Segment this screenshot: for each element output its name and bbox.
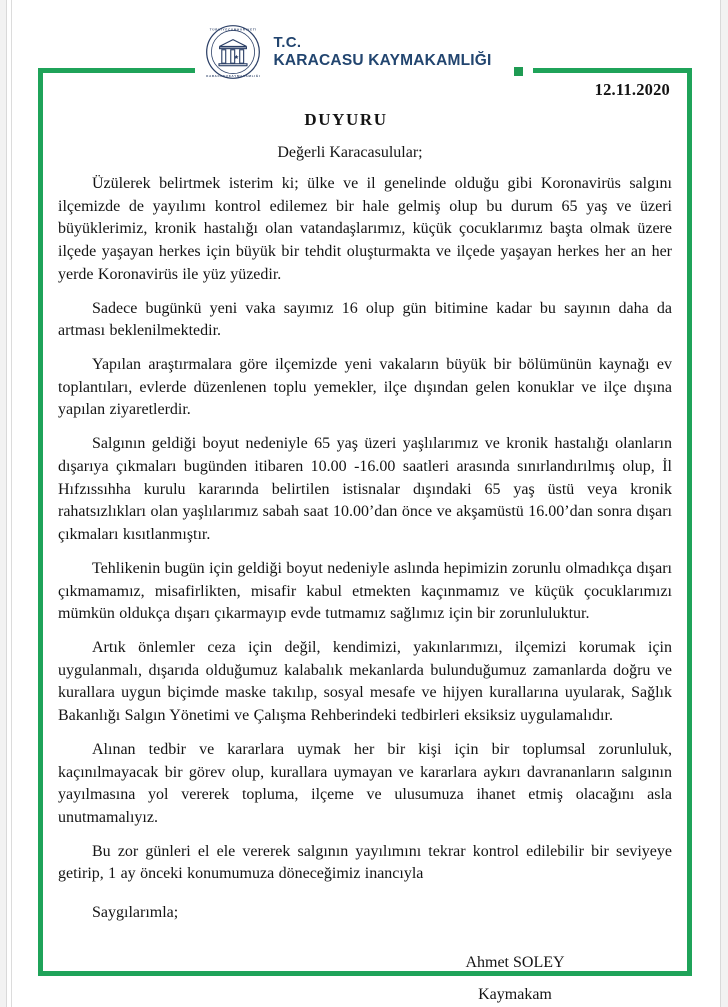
signature-block [58,947,672,1007]
salutation: Değerli Karacasulular; [277,144,423,161]
paragraph: Sadece bugünkü yeni vaka sayımız 16 olup gün bitimine kadar bu sayının daha da artması beklenilmektedir. [58,299,672,340]
paragraph: Artık önlemler ceza için değil, kendimizi, yakınlarımızı, ilçemizi korumak için uygulanmalı, dışarıda olduğumuz kalabalık mekanlarda bulunduğumuz zamanlarda doğru ve kurallara uygun biçimde maske takılıp, sosyal mesafe ve hijyen kurallarına uyularak, Sağlık Bakanlığı Salgın Yönetimi ve Çalışma Rehberindeki tedbirleri eksiksiz uygulamalıdır. [58,638,672,725]
paragraph: Alınan tedbir ve kararlara uymak her bir kişi için bir toplumsal zorunluluk, kaçınılmayacak bir görev olup, kurallara uymayan ve kararlara aykırı davrananların salgının yayılmasına yol vererek topluma, ilçeme ve ulusumuza ihanet etmiş olacağını asla unutmamalıyız. [58,740,672,826]
page-right-gutter [720,0,728,1007]
svg-text:K A R A C A S U K A Y M A K: K A R A C A S U K A Y M A K A M L I Ğ I [206,74,261,79]
paragraph: Bu zor günleri el ele vererek salgının yayılımını tekrar kontrol edilebilir bir seviyeye getirip, 1 ay önceki konumumuza döneceğimiz inancıyla [58,842,672,883]
org-line-tc: T.C. [273,34,302,52]
closing-line: Saygılarımla; [92,904,179,922]
paragraph: Tehlikenin bugün için geldiği boyut nedeniyle aslında hepimizin zorunlu olmadıkça dışarı çıkmamamız, misafirlikten, misafir kabul etmekten kaçınmamız ve küçük çocuklarımızı mümkün oldukça dışarı çıkarmayıp evde tutmamız sağlımız için bir zorunluluktur. [58,559,672,623]
page-left-rule [11,0,12,1007]
document-title: DUYURU [304,110,388,129]
document-date: 12.11.2020 [594,80,670,99]
paragraph: Yapılan araştırmalara göre ilçemizde yeni vakaların büyük bir bölümünün kaynağı ev toplantıları, evlerde düzenlenen toplu yemekler, ilçe dışından gelen konuklar ve ilçe dışına yapılan ziyaretlerdir. [58,356,672,419]
signer-title: Kaymakam [478,985,552,1003]
org-line-office: KARACASU KAYMAKAMLIĞI [273,51,492,69]
paragraph: Salgının geldiği boyut nedeniyle 65 yaş üzeri yaşlılarımız ve kronik hastalığı olanların dışarıya çıkmaları bugünden itibaren 10.00 -16.00 saatleri arasında sınırlandırılmış olup, İl Hıfzıssıhha kurulu kararında belirtilen istisnalar dışındaki 65 yaş üstü veya kronik rahatsızlıkları olan yaşlılarımız sabah saat 10.00’dan önce ve akşamüstü 16.00’dan sonra dışarı çıkmaları kısıtlanmıştır. [58,435,672,544]
signer-name: Ahmet SOLEY [465,953,565,971]
svg-text:T Ü R K İ Y E C U M H U R İ: T Ü R K İ Y E C U M H U R İ Y E T İ [210,27,257,32]
organization-name [273,34,491,70]
paragraph: Üzülerek belirtmek isterim ki; ülke ve il genelinde olduğu gibi Koronavirüs salgını ilçemizde de yayılımı kontrol edilemez bir hale gelmiş olup bu durum 65 yaş ve üzeri büyüklerimiz, kronik hastalığı olan vatandaşlarımız, küçük çocuklarımız başta olmak üzere ilçede yaşayan herkes için büyük bir tehdit oluşturmakta ve ilçede yaşayan herkes her an her yerde Koronavirüs ile yüz yüzedir. [58,175,672,283]
page-left-gutter [0,0,7,1007]
announcement-body [58,80,672,1007]
